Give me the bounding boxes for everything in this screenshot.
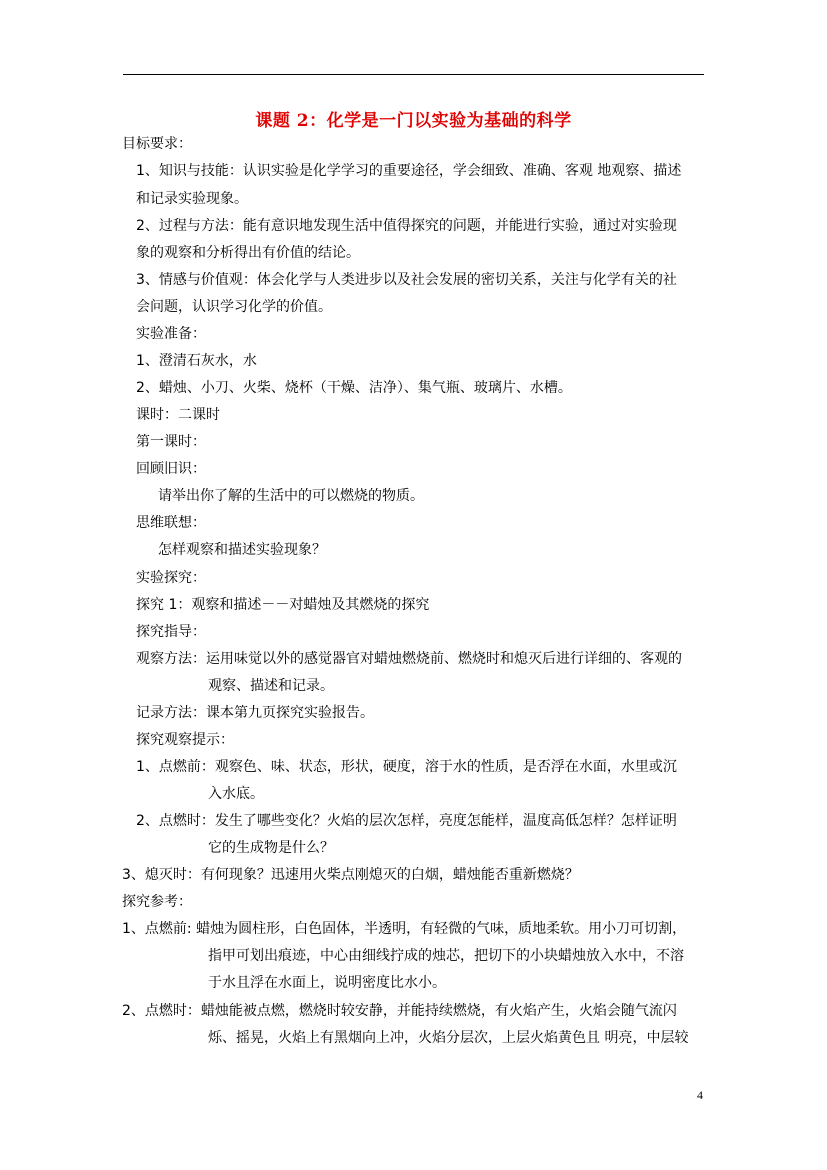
text-line: 思维联想： <box>136 515 206 531</box>
text-line: 于水且浮在水面上，说明密度比水小。 <box>208 975 446 991</box>
text-line: 3、熄灭时：有何现象？迅速用火柴点刚熄灭的白烟，蜡烛能否重新燃烧？ <box>122 867 579 883</box>
text-line: 探究参考： <box>122 894 192 910</box>
header-rule <box>123 74 704 75</box>
text-line: 和记录实验现象。 <box>136 191 248 207</box>
text-line: 1、澄清石灰水，水 <box>136 353 257 369</box>
text-line: 探究指导： <box>136 624 206 640</box>
text-line: 2、点燃时：发生了哪些变化？火焰的层次怎样，亮度怎能样，温度高低怎样？怎样证明 <box>136 813 677 829</box>
text-line: 象的观察和分析得出有价值的结论。 <box>136 245 360 261</box>
text-line: 探究 1：观察和描述－－对蜡烛及其燃烧的探究 <box>136 597 430 613</box>
text-line: 会问题，认识学习化学的价值。 <box>136 299 332 315</box>
text-line: 1、点燃前: 蜡烛为圆柱形，白色固体，半透明，有轻微的气味，质地柔软。用小刀可切割， <box>122 921 687 937</box>
text-line: 请举出你了解的生活中的可以燃烧的物质。 <box>158 488 424 504</box>
text-line: 2、过程与方法：能有意识地发现生活中值得探究的问题，并能进行实验，通过对实验现 <box>136 218 677 234</box>
text-line: 回顾旧识： <box>136 461 206 477</box>
text-line: 课时：二课时 <box>136 407 220 423</box>
text-line: 1、点燃前：观察色、味、状态，形状，硬度，溶于水的性质，是否浮在水面，水里或沉 <box>136 759 677 775</box>
text-line: 目标要求： <box>122 136 192 152</box>
text-line: 它的生成物是什么？ <box>208 840 334 856</box>
text-line: 观察、描述和记录。 <box>208 678 334 694</box>
text-line: 指甲可划出痕迹，中心由细线拧成的烛芯，把切下的小块蜡烛放入水中，不溶 <box>208 948 684 964</box>
text-line: 记录方法：课本第九页探究实验报告。 <box>136 705 374 721</box>
text-line: 2、蜡烛、小刀、火柴、烧杯（干燥、洁净）、集气瓶、玻璃片、水槽。 <box>136 380 572 396</box>
text-line: 第一课时： <box>136 434 206 450</box>
text-line: 探究观察提示： <box>136 732 234 748</box>
text-line: 烁、摇晃，火焰上有黑烟向上冲，火焰分层次，上层火焰黄色且 明亮，中层较 <box>208 1030 689 1046</box>
text-line: 实验准备： <box>136 326 206 342</box>
page-title: 课题 2：化学是一门以实验为基础的科学 <box>255 111 572 131</box>
text-line: 3、情感与价值观：体会化学与人类进步以及社会发展的密切关系，关注与化学有关的社 <box>136 272 677 288</box>
text-line: 怎样观察和描述实验现象？ <box>158 542 326 558</box>
text-line: 入水底。 <box>208 786 264 802</box>
text-line: 2、点燃时：蜡烛能被点燃，燃烧时较安静，并能持续燃烧，有火焰产生，火焰会随气流闪 <box>122 1003 677 1019</box>
page-number: 4 <box>697 1088 703 1102</box>
text-line: 实验探究： <box>136 570 206 586</box>
text-line: 观察方法：运用味觉以外的感觉器官对蜡烛燃烧前、燃烧时和熄灭后进行详细的、客观的 <box>136 651 682 667</box>
text-line: 1、知识与技能：认识实验是化学学习的重要途径，学会细致、准确、客观 地观察、描述 <box>136 163 682 179</box>
